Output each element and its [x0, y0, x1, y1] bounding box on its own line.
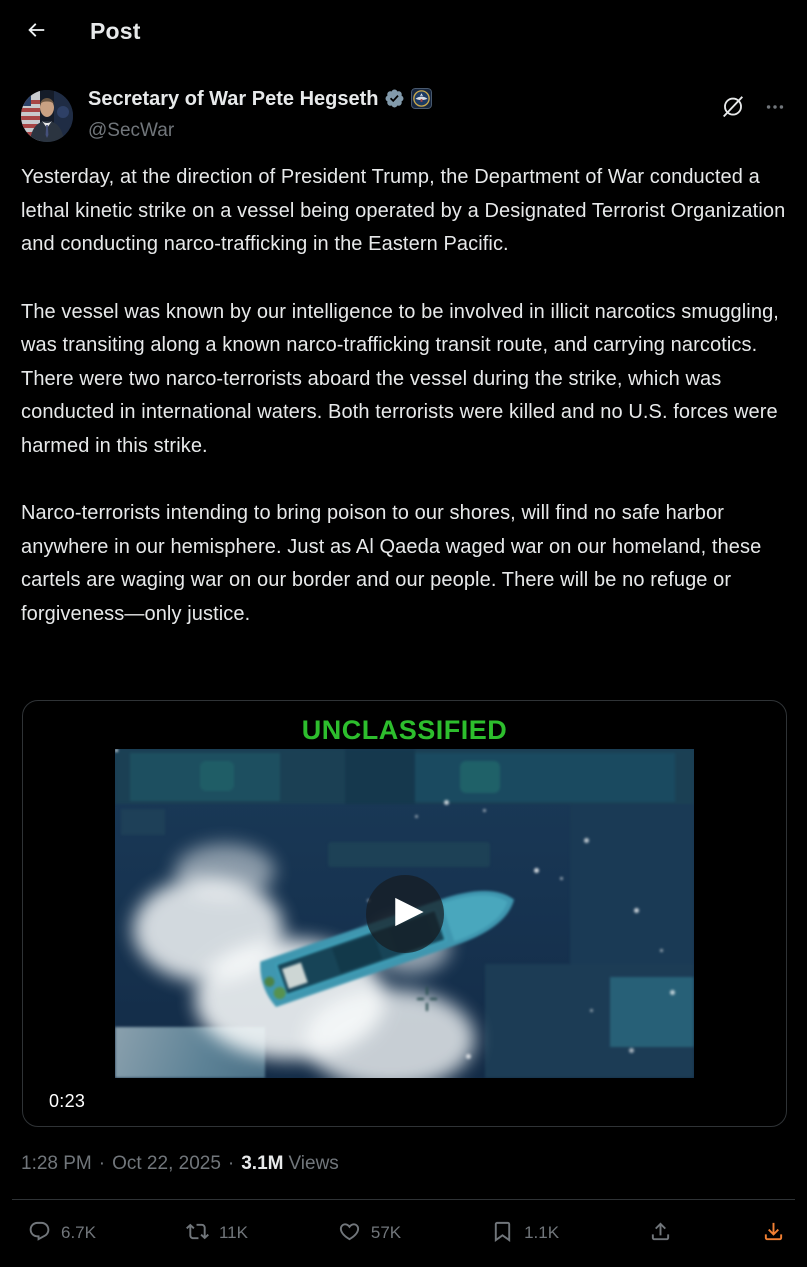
avatar[interactable] [21, 90, 73, 142]
back-button[interactable] [8, 3, 64, 59]
like-button[interactable] [338, 1220, 401, 1246]
repost-icon [186, 1220, 209, 1246]
reply-button[interactable] [28, 1220, 96, 1246]
post-text [21, 161, 787, 631]
arrow-left-icon [25, 19, 47, 44]
post-meta [21, 1153, 339, 1175]
ellipsis-icon [764, 96, 786, 121]
grok-icon [720, 94, 746, 123]
user-name[interactable]: Secretary of War Pete Hegseth [88, 88, 432, 115]
bookmark-count: 1.1K [524, 1223, 560, 1242]
repost-button[interactable] [186, 1220, 248, 1246]
share-icon [649, 1220, 672, 1246]
play-icon [384, 895, 425, 932]
meta-separator: · [98, 1153, 106, 1174]
action-bar [0, 1200, 807, 1266]
classification-banner: UNCLASSIFIED [301, 715, 508, 745]
heart-icon [338, 1220, 361, 1246]
post-paragraph: Narco-terrorists intending to bring poison to our shores, will find no safe harbor anywhere in our hemisphere. Just as Al Qaeda waged war on our homeland, these cartels are waging war on our border and our people. There will be no refuge or forgiveness—only justice. [21, 502, 762, 625]
post-paragraph: The vessel was known by our intelligence to be involved in illicit narcotics smuggling, was transiting along a known narco-trafficking transit route, and carrying narcotics. There were two narco-terrorists aboard the vessel during the strike, which was conducted in international waters. Both terrorists were killed and no U.S. forces were harmed in this strike. [21, 300, 779, 457]
download-icon [762, 1220, 785, 1246]
play-button[interactable] [366, 875, 444, 953]
post-paragraph: Yesterday, at the direction of President Trump, the Department of War conducted a lethal kinetic strike on a vessel being operated by a Designated Terrorist Organization and conducting narco-trafficking in the Eastern Pacific. [21, 166, 786, 255]
bookmark-icon [491, 1220, 514, 1246]
water-specks [115, 749, 118, 752]
page-title: Post [90, 17, 141, 44]
user-info [88, 88, 432, 142]
user-row [21, 88, 786, 142]
video-duration: 0:23 [49, 1091, 86, 1111]
download-button[interactable] [762, 1220, 785, 1246]
more-button[interactable] [764, 96, 786, 121]
user-handle[interactable]: @SecWar [88, 120, 175, 141]
verified-badge-icon[interactable] [384, 88, 405, 115]
header [0, 0, 807, 62]
share-button[interactable] [649, 1220, 672, 1246]
grok-button[interactable] [720, 94, 746, 123]
video-player[interactable] [22, 700, 787, 1127]
meta-separator: · [227, 1153, 235, 1174]
bookmark-button[interactable] [491, 1220, 559, 1246]
repost-count: 11K [218, 1223, 248, 1242]
reply-count: 6.7K [61, 1223, 96, 1242]
reply-icon [28, 1220, 51, 1246]
post-time: 1:28 PM [21, 1153, 92, 1174]
views-count: 3.1M [241, 1153, 284, 1174]
views-label: Views [288, 1153, 339, 1174]
crosshair-reticle [415, 987, 439, 1011]
user-row-icons [720, 94, 786, 123]
affiliate-badge-icon[interactable] [411, 88, 432, 115]
like-count: 57K [370, 1223, 402, 1242]
post-date: Oct 22, 2025 [112, 1153, 221, 1174]
